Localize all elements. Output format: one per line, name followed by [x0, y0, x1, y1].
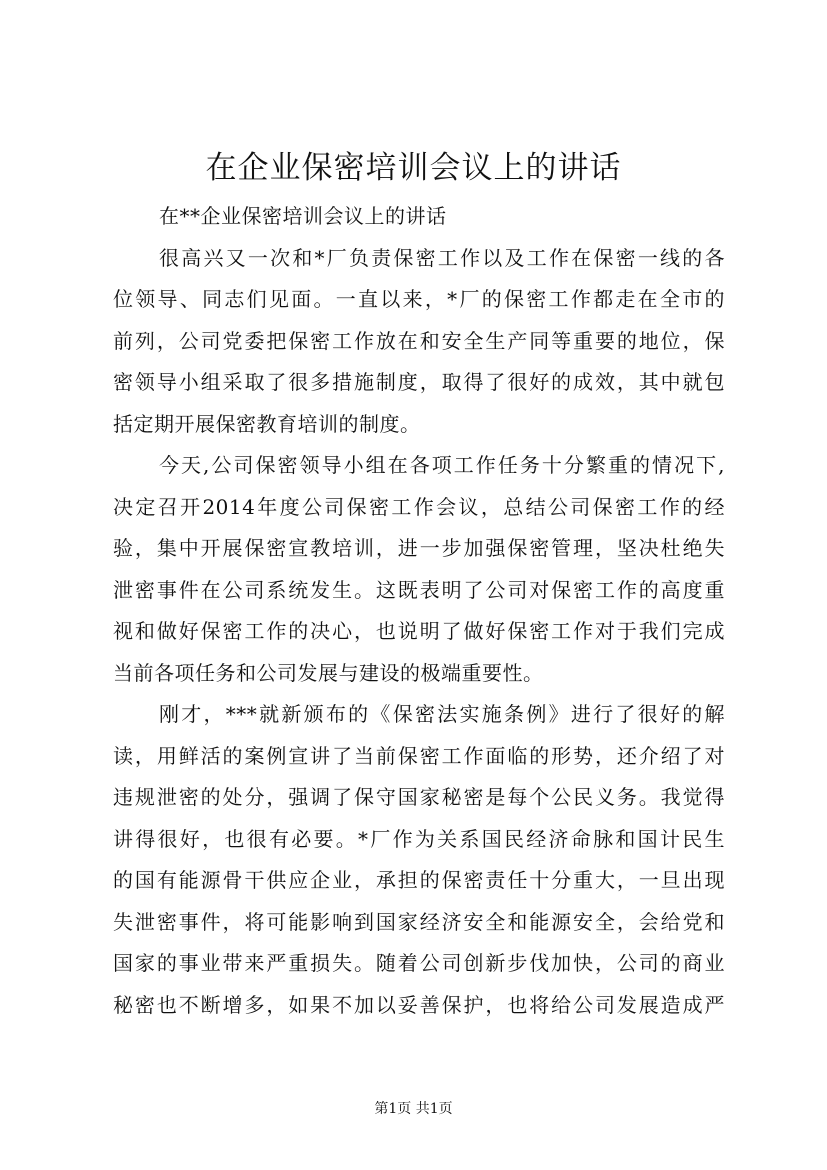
text-line: 密领导小组采取了很多措施制度，取得了很好的成效，其中就包: [113, 370, 725, 394]
text-line: 泄密事件在公司系统发生。这既表明了公司对保密工作的高度重: [113, 577, 725, 602]
text-line: 失泄密事件，将可能影响到国家经济安全和能源安全，会给党和: [113, 909, 725, 934]
text-line: 很高兴又一次和*厂负责保密工作以及工作在保密一线的各: [159, 245, 725, 270]
text-line: 的国有能源骨干供应企业，承担的保密责任十分重大，一旦出现: [113, 868, 725, 892]
text-line: 决定召开2014年度公司保密工作会议，总结公司保密工作的经: [113, 494, 725, 519]
text-line: 刚才，***就新颁布的《保密法实施条例》进行了很好的解: [159, 702, 725, 726]
text-line: 今天,公司保密领导小组在各项工作任务十分繁重的情况下,: [159, 453, 725, 477]
text-line: 括定期开展保密教育培训的制度。: [113, 411, 421, 436]
document-body: [113, 196, 725, 1026]
subtitle-line: 在**企业保密培训会议上的讲话: [159, 204, 447, 228]
text-line: 验，集中开展保密宣教培训，进一步加强保密管理，坚决杜绝失: [113, 536, 725, 560]
text-line: 位领导、同志们见面。一直以来，*厂的保密工作都走在全市的: [113, 287, 725, 311]
text-line: 违规泄密的处分，强调了保守国家秘密是每个公民义务。我觉得: [113, 785, 725, 809]
text-line: 读，用鲜活的案例宣讲了当前保密工作面临的形势，还介绍了对: [113, 743, 725, 768]
text-line: 视和做好保密工作的决心，也说明了做好保密工作对于我们完成: [113, 619, 725, 643]
text-line: 当前各项任务和公司发展与建设的极端重要性。: [113, 660, 544, 685]
text-line: 前列，公司党委把保密工作放在和安全生产同等重要的地位，保: [113, 328, 725, 353]
text-line: 秘密也不断增多，如果不加以妥善保护，也将给公司发展造成严: [113, 992, 725, 1017]
page-footer: 第1页 共1页: [374, 1101, 453, 1117]
text-line: 讲得很好，也很有必要。*厂作为关系国民经济命脉和国计民生: [113, 826, 725, 851]
document-title: 在企业保密培训会议上的讲话: [205, 150, 622, 186]
text-line: 国家的事业带来严重损失。随着公司创新步伐加快，公司的商业: [113, 951, 725, 975]
